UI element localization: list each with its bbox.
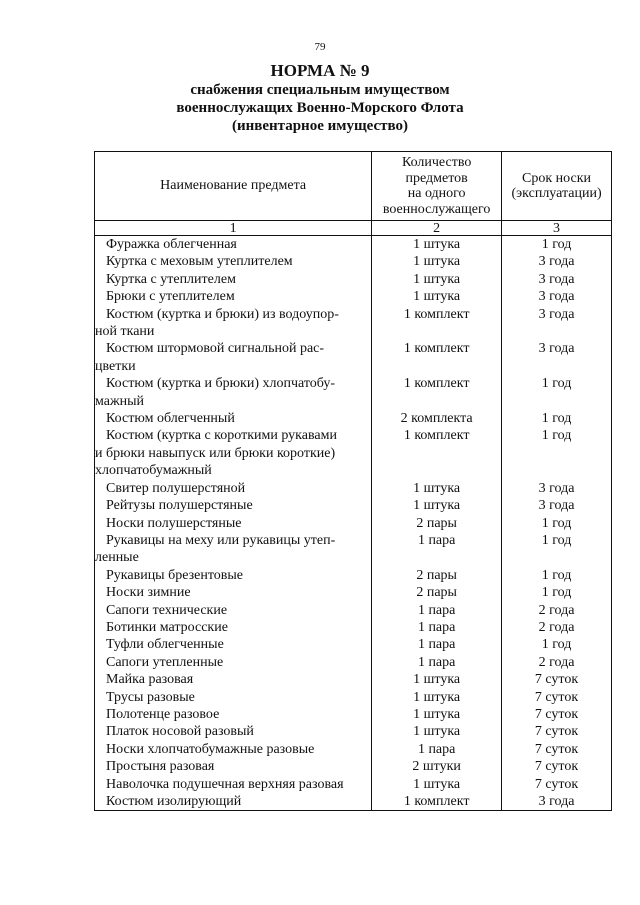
item-name xyxy=(95,532,372,567)
item-service-term: 3 года xyxy=(502,480,612,497)
item-quantity: 1 комплект xyxy=(372,427,502,479)
item-name-text: и брюки навыпуск или брюки короткие) xyxy=(95,445,336,461)
item-service-term: 1 год xyxy=(502,567,612,584)
item-name-text: Фуражка облегченная xyxy=(106,237,237,252)
item-name-line xyxy=(95,427,368,444)
item-name-text: хлопчатобумажный xyxy=(95,463,212,479)
item-service-term: 7 суток xyxy=(502,741,612,758)
item-name-line xyxy=(95,619,368,636)
item-name-line xyxy=(95,271,368,288)
table-row xyxy=(95,427,612,479)
item-name xyxy=(95,236,372,254)
item-name-text: Трусы разовые xyxy=(106,689,195,705)
supply-norm-table xyxy=(94,151,612,811)
table-row xyxy=(95,253,612,270)
table-row xyxy=(95,741,612,758)
item-name-line xyxy=(95,462,368,479)
item-quantity: 1 пара xyxy=(372,654,502,671)
header-quantity-line: Количество xyxy=(401,155,472,170)
item-quantity: 2 пары xyxy=(372,584,502,601)
item-name-text: Костюм (куртка и брюки) хлопчатобу- xyxy=(106,376,336,392)
table-row xyxy=(95,654,612,671)
item-name-text: Туфли облегченные xyxy=(106,637,224,653)
item-name-line xyxy=(95,515,368,532)
item-name xyxy=(95,706,372,723)
norm-subtitle-line-3: (инвентарное имущество) xyxy=(231,118,408,134)
header-term-line: Срок носки xyxy=(522,170,592,186)
table-row xyxy=(95,410,612,427)
item-name xyxy=(95,776,372,793)
item-service-term: 3 года xyxy=(502,340,612,375)
item-name-line xyxy=(95,288,368,305)
item-name-line xyxy=(95,758,368,775)
item-quantity: 1 пара xyxy=(372,619,502,636)
item-name-text: Полотенце разовое xyxy=(106,706,220,722)
item-name-text: Куртка с утеплителем xyxy=(106,271,236,287)
item-name-text: Носки хлопчатобумажные разовые xyxy=(106,741,315,757)
item-service-term: 1 год xyxy=(502,584,612,601)
table-row xyxy=(95,584,612,601)
header-item-name: Наименование предмета xyxy=(95,152,372,221)
table-row xyxy=(95,497,612,514)
table-row xyxy=(95,602,612,619)
item-name-text: Носки зимние xyxy=(106,585,191,601)
item-name-line xyxy=(95,654,368,671)
item-name-text: Костюм (куртка и брюки) из водоупор- xyxy=(106,306,339,322)
item-quantity: 1 штука xyxy=(372,689,502,706)
item-name-line xyxy=(95,375,368,392)
item-name xyxy=(95,497,372,514)
item-service-term: 7 суток xyxy=(502,706,612,723)
table-row xyxy=(95,671,612,688)
item-name-text: Куртка с меховым утеплителем xyxy=(106,254,293,270)
item-name xyxy=(95,253,372,270)
item-service-term: 3 года xyxy=(502,271,612,288)
item-quantity: 2 пары xyxy=(372,515,502,532)
table-row xyxy=(95,776,612,793)
norm-title: НОРМА № 9 xyxy=(270,61,370,80)
column-number: 3 xyxy=(502,221,612,236)
page-number: 79 xyxy=(314,41,326,53)
item-name-text: Сапоги технические xyxy=(106,602,228,618)
item-name-line xyxy=(95,393,368,410)
item-name-line xyxy=(95,636,368,653)
item-name-text: Платок носовой разовый xyxy=(106,724,254,740)
item-name xyxy=(95,410,372,427)
table-row xyxy=(95,723,612,740)
header-term-line: (эксплуатации) xyxy=(511,186,602,201)
item-service-term: 2 года xyxy=(502,602,612,619)
header-quantity-line: на одного xyxy=(407,186,466,201)
item-quantity: 2 пары xyxy=(372,567,502,584)
item-quantity: 1 штука xyxy=(372,723,502,740)
item-quantity: 1 штука xyxy=(372,253,502,270)
item-name xyxy=(95,567,372,584)
item-name-line xyxy=(95,549,368,566)
item-name-line xyxy=(95,689,368,706)
table-row xyxy=(95,515,612,532)
item-name xyxy=(95,375,372,410)
item-service-term: 3 года xyxy=(502,253,612,270)
header-quantity-line: военнослужащего xyxy=(382,201,491,217)
item-name-line xyxy=(95,776,368,793)
table-row xyxy=(95,758,612,775)
item-service-term: 1 год xyxy=(502,236,612,254)
column-number: 1 xyxy=(95,221,372,236)
item-name xyxy=(95,427,372,479)
item-quantity: 1 комплект xyxy=(372,306,502,341)
item-name-line xyxy=(95,323,368,340)
item-name-line xyxy=(95,793,368,810)
item-name-line xyxy=(95,253,368,270)
item-quantity: 1 штука xyxy=(372,776,502,793)
item-name xyxy=(95,689,372,706)
item-name xyxy=(95,671,372,688)
item-name-line xyxy=(95,532,368,549)
item-quantity: 1 комплект xyxy=(372,375,502,410)
item-name-line xyxy=(95,340,368,357)
item-quantity: 2 штуки xyxy=(372,758,502,775)
item-name-text: Ботинки матросские xyxy=(106,619,228,635)
document-heading xyxy=(0,61,640,135)
item-service-term: 7 суток xyxy=(502,758,612,775)
table-row xyxy=(95,236,612,254)
item-service-term: 3 года xyxy=(502,288,612,305)
table-row xyxy=(95,706,612,723)
item-quantity: 1 штука xyxy=(372,480,502,497)
item-name xyxy=(95,793,372,811)
item-name-line xyxy=(95,236,368,253)
item-name-line xyxy=(95,358,368,375)
item-name-line xyxy=(95,306,368,323)
table-row xyxy=(95,340,612,375)
item-name-text: Костюм (куртка с короткими рукавами xyxy=(106,428,337,444)
table-row xyxy=(95,793,612,811)
item-quantity: 1 штука xyxy=(372,497,502,514)
table-row xyxy=(95,532,612,567)
norm-subtitle-line-1: снабжения специальным имуществом xyxy=(190,82,450,98)
table-row xyxy=(95,306,612,341)
item-name-text: Простыня разовая xyxy=(106,759,215,775)
item-name-text: Сапоги утепленные xyxy=(106,654,224,670)
item-name-text: Рейтузы полушерстяные xyxy=(106,498,253,514)
item-name-line xyxy=(95,584,368,601)
item-service-term: 2 года xyxy=(502,619,612,636)
item-name xyxy=(95,741,372,758)
item-service-term: 3 года xyxy=(502,793,612,811)
item-name-text: Брюки с утеплителем xyxy=(106,289,235,305)
item-name-line xyxy=(95,567,368,584)
item-name xyxy=(95,515,372,532)
item-name xyxy=(95,271,372,288)
item-quantity: 1 штука xyxy=(372,288,502,305)
item-name-text: Майка разовая xyxy=(106,672,194,688)
item-service-term: 7 суток xyxy=(502,776,612,793)
item-name-text: Носки полушерстяные xyxy=(106,515,242,531)
item-service-term: 1 год xyxy=(502,375,612,410)
item-name-line xyxy=(95,497,368,514)
item-name xyxy=(95,602,372,619)
item-quantity: 1 комплект xyxy=(372,340,502,375)
item-service-term: 1 год xyxy=(502,515,612,532)
item-name-text: Наволочка подушечная верхняя разовая xyxy=(106,776,344,792)
norm-subtitle-line-2: военнослужащих Военно-Морского Флота xyxy=(176,100,464,116)
item-quantity: 1 штука xyxy=(372,671,502,688)
item-quantity: 1 пара xyxy=(372,602,502,619)
item-quantity: 1 пара xyxy=(372,636,502,653)
item-quantity: 2 комплекта xyxy=(372,410,502,427)
item-name-text: ной ткани xyxy=(95,324,155,340)
item-quantity: 1 штука xyxy=(372,236,502,254)
item-name-text: мажный xyxy=(95,393,145,409)
item-name xyxy=(95,584,372,601)
item-service-term: 7 суток xyxy=(502,723,612,740)
item-service-term: 7 суток xyxy=(502,689,612,706)
item-service-term: 1 год xyxy=(502,410,612,427)
table-row xyxy=(95,271,612,288)
table-body xyxy=(95,236,612,811)
item-quantity: 1 пара xyxy=(372,532,502,567)
item-quantity: 1 комплект xyxy=(372,793,502,811)
item-name xyxy=(95,636,372,653)
table-row xyxy=(95,619,612,636)
item-service-term: 1 год xyxy=(502,532,612,567)
item-name-line xyxy=(95,480,368,497)
item-name xyxy=(95,723,372,740)
item-name xyxy=(95,654,372,671)
table-row xyxy=(95,288,612,305)
table-row xyxy=(95,636,612,653)
header-quantity xyxy=(372,152,502,221)
item-service-term: 3 года xyxy=(502,306,612,341)
item-quantity: 1 штука xyxy=(372,271,502,288)
item-name-line xyxy=(95,723,368,740)
item-name-text: Рукавицы брезентовые xyxy=(106,567,243,583)
table-row xyxy=(95,480,612,497)
item-name-text: Рукавицы на меху или рукавицы утеп- xyxy=(106,532,336,548)
item-name-text: Свитер полушерстяной xyxy=(106,480,246,496)
item-service-term: 2 года xyxy=(502,654,612,671)
item-name-line xyxy=(95,410,368,427)
item-name-line xyxy=(95,602,368,619)
item-service-term: 3 года xyxy=(502,497,612,514)
item-name xyxy=(95,306,372,341)
column-number: 2 xyxy=(372,221,502,236)
header-service-term xyxy=(502,152,612,221)
header-quantity-line: предметов xyxy=(405,170,468,186)
item-name-line xyxy=(95,445,368,462)
table-row xyxy=(95,689,612,706)
item-name-text: Костюм штормовой сигнальной рас- xyxy=(106,341,325,357)
table-row xyxy=(95,567,612,584)
item-name-line xyxy=(95,706,368,723)
item-quantity: 1 пара xyxy=(372,741,502,758)
item-name xyxy=(95,619,372,636)
item-name-text: Костюм облегченный xyxy=(106,411,235,427)
item-name-text: цветки xyxy=(95,358,136,374)
item-service-term: 1 год xyxy=(502,636,612,653)
item-name xyxy=(95,340,372,375)
item-service-term: 7 суток xyxy=(502,671,612,688)
item-name xyxy=(95,480,372,497)
item-name-line xyxy=(95,671,368,688)
item-name-text: ленные xyxy=(95,550,139,566)
item-service-term: 1 год xyxy=(502,427,612,479)
table-row xyxy=(95,375,612,410)
item-name xyxy=(95,758,372,775)
item-name-text: Костюм изолирующий xyxy=(106,794,242,809)
item-name xyxy=(95,288,372,305)
item-quantity: 1 штука xyxy=(372,706,502,723)
item-name-line xyxy=(95,741,368,758)
